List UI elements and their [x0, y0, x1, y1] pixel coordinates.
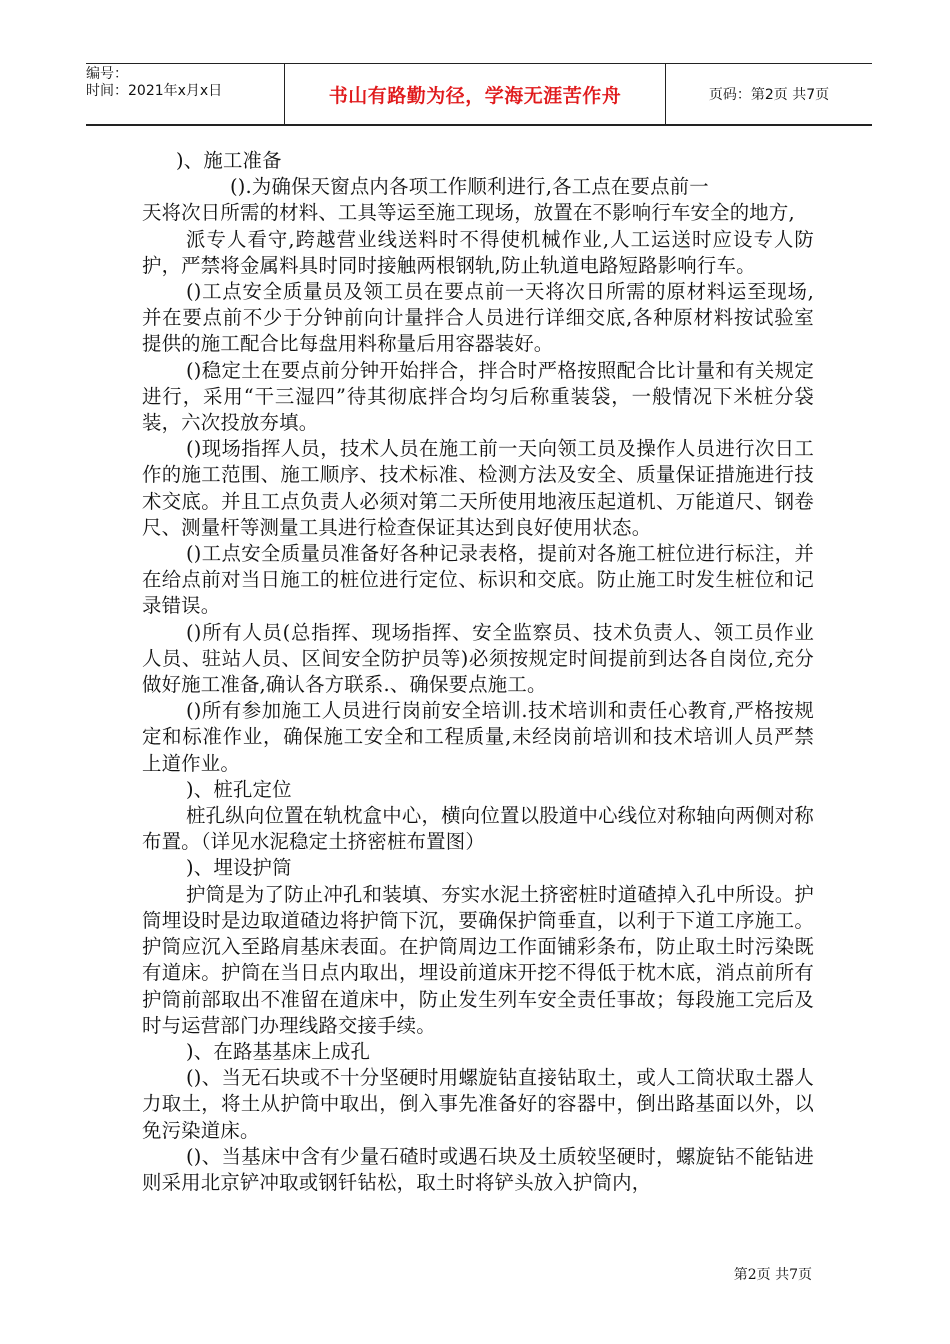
document-date: 时间：2021年x月x日: [86, 83, 223, 99]
paragraph: 护筒是为了防止冲孔和装填、夯实水泥土挤密桩时道碴掉入孔中所设。护筒埋设时是边取道碴边将护筒下沉，要确保护筒垂直，以利于下道工序施工。护筒应沉入至路肩基床表面。在护筒周边工作面铺彩条布，防止取土时污染既有道床。护筒在当日点内取出，埋设前道床开挖不得低于枕木底，消点前所有护筒前部取出不准留在道床中，防止发生列车安全责任事故；每段施工完后及时与运营部门办理线路交接手续。: [142, 882, 814, 1037]
paragraph: ().为确保天窗点内各项工作顺利进行,各工点在要点前一: [230, 175, 709, 199]
header-page-info: 页码：第2页 共7页: [708, 87, 830, 103]
paragraph: 桩孔纵向位置在轨枕盒中心，横向位置以股道中心线位对称轴向两侧对称布置。（详见水泥稳定土挤密桩布置图）: [142, 804, 814, 854]
document-body: [142, 148, 814, 1196]
page-header: [86, 64, 872, 124]
header-meta: [86, 64, 284, 124]
paragraph: ()现场指挥人员，技术人员在施工前一天向领工员及操作人员进行次日工作的施工范围、施工顺序、技术标准、检测方法及安全、质量保证措施进行技术交底。并且工点负责人必须对第二天所使用地液压起道机、万能道尺、钢卷尺、测量杆等测量工具进行检查保证其达到良好使用状态。: [142, 437, 814, 539]
paragraph: ()、当基床中含有少量石碴时或遇石块及土质较坚硬时，螺旋钻不能钻进则采用北京铲冲取或钢钎钻松，取土时将铲头放入护筒内，: [142, 1144, 814, 1194]
paragraph: ()工点安全质量员准备好各种记录表格，提前对各施工桩位进行标注，并在给点前对当日施工的桩位进行定位、标识和交底。防止施工时发生桩位和记录错误。: [142, 542, 814, 618]
header-motto: 书山有路勤为径，学海无涯苦作舟: [328, 84, 622, 107]
header-bottom-rule: [86, 124, 872, 126]
section-heading: )、在路基基床上成孔: [186, 1039, 371, 1063]
paragraph: ()、当无石块或不十分坚硬时用螺旋钻直接钻取土，或人工筒状取土器人力取土，将土从护筒中取出，倒入事先准备好的容器中，倒出路基面以外，以免污染道床。: [142, 1066, 814, 1142]
paragraph: ()稳定土在要点前分钟开始拌合，拌合时严格按照配合比计量和有关规定进行，采用“干三湿四”待其彻底拌合均匀后称重装袋，一般情况下米桩分袋装，六次投放夯填。: [142, 358, 814, 435]
section-heading: )、施工准备: [176, 149, 282, 172]
paragraph: 天将次日所需的材料、工具等运至施工现场，放置在不影响行车安全的地方,: [142, 201, 795, 225]
paragraph: 派专人看守,跨越营业线送料时不得使机械作业,人工运送时应设专人防护，严禁将金属料具时同时接触两根钢轨,防止轨道电路短路影响行车。: [142, 227, 814, 277]
document-number-label: 编号：: [86, 66, 128, 82]
page-footer: 第2页 共7页: [733, 1267, 812, 1283]
paragraph: ()所有人员(总指挥、现场指挥、安全监察员、技术负责人、领工员作业人员、驻站人员、区间安全防护员等)必须按规定时间提前到达各自岗位,充分做好施工准备,确认各方联系.、确保要点施工。: [142, 620, 814, 697]
section-heading: )、埋设护筒: [186, 856, 292, 880]
paragraph: ()工点安全质量员及领工员在要点前一天将次日所需的原材料运至现场,并在要点前不少于分钟前向计量拌合人员进行详细交底,各种原材料按试验室提供的施工配合比每盘用料称量后用容器装好。: [142, 280, 814, 356]
section-heading: )、桩孔定位: [186, 777, 292, 801]
paragraph: ()所有参加施工人员进行岗前安全培训.技术培训和责任心教育,严格按规定和标准作业，确保施工安全和工程质量,未经岗前培训和技术培训人员严禁上道作业。: [142, 699, 814, 775]
